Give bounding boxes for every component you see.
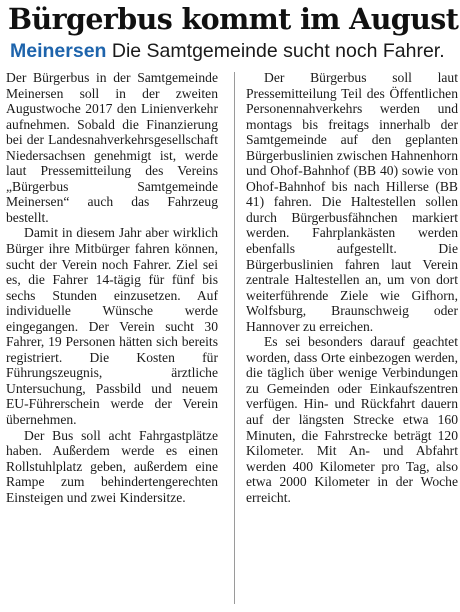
paragraph: Der Bürgerbus soll laut Pressemitteilung Teil des Öffentlichen Personennahverkehrs werden und montags bis freitags innerhalb der Samtgemeinde auf den geplanten Bürgerbuslinien zwischen Hahnenhorn und Ohof-Bahnhof (BB 40) sowie von Ohof-Bahnhof bis nach Hillerse (BB 41) fahren. Die Haltestellen sollen durch Bürgerbusfähnchen markiert werden. Fahrplankästen werden ebenfalls aufgestellt. Die Bürgerbuslinien fahren laut Verein zentrale Haltestellen an, um von dort weiterführende Ziele wie Gifhorn, Wolfsburg, Braunschweig oder Hannover zu erreichen. (246, 70, 458, 334)
article-column-right (246, 70, 458, 505)
article-column-left (6, 70, 218, 505)
headline: Bürgerbus kommt im August (8, 2, 459, 36)
column-divider (234, 72, 235, 604)
paragraph: Es sei besonders darauf geachtet worden, dass Orte einbezogen werden, die täglich über wenige Verbindungen zu Gemeinden oder Einkaufszentren verfügen. Hin- und Rückfahrt dauern auf der längsten Strecke etwa 160 Minuten, die Fahrstrecke beträgt 120 Kilometer. Mit An- und Abfahrt werden 400 Kilometer pro Tag, also etwa 2000 Kilometer in der Woche erreicht. (246, 334, 458, 505)
subheadline-location: Meinersen (10, 40, 107, 62)
paragraph: Damit in diesem Jahr aber wirklich Bürger ihre Mitbürger fahren können, sucht der Verein noch Fahrer. Ziel sei es, die Fahrer 14-tägig für fünf bis sechs Stunden einzusetzen. Auf individuelle Wünsche werde eingegangen. Der Verein sucht 30 Fahrer, 19 Personen hätten sich bereits registriert. Die Kosten für Führungszeugnis, ärztliche Untersuchung, Passbild und neuem EU-Führerschein werde der Verein übernehmen. (6, 225, 218, 428)
subheadline-text: Die Samtgemeinde sucht noch Fahrer. (111, 40, 445, 62)
paragraph: Der Bus soll acht Fahrgastplätze haben. Außerdem werde es einen Rollstuhlplatz geben, außerdem eine Rampe zum behindertengerechten Einsteigen und zwei Kindersitze. (6, 427, 218, 505)
subheadline (10, 38, 458, 64)
paragraph: Der Bürgerbus in der Samtgemeinde Meinersen soll in der zweiten Augustwoche 2017 den Linienverkehr aufnehmen. Sobald die Finanzierung bei der Landesnahverkehrsgesellschaft Niedersachsen genehmigt ist, werde laut Pressemitteilung des Vereins „Bürgerbus Samtgemeinde Meinersen“ auch das Fahrzeug bestellt. (6, 70, 218, 225)
